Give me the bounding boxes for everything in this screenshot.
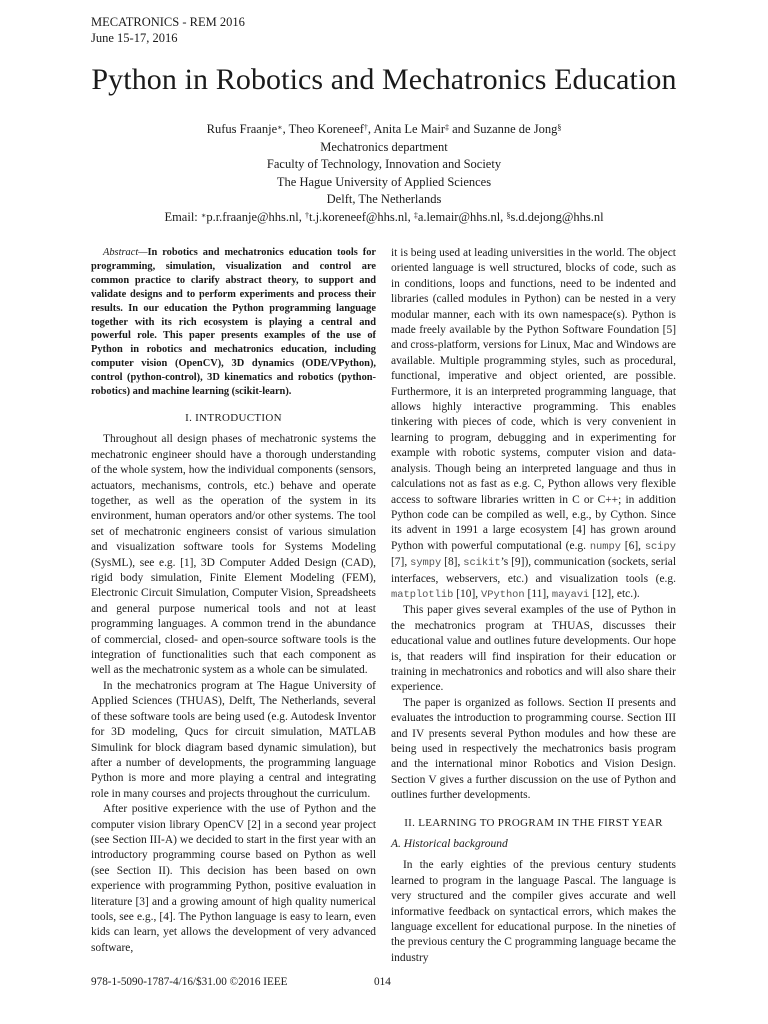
email-label: Email:	[164, 209, 201, 224]
conference-dates: June 15-17, 2016	[91, 31, 178, 45]
code-mayavi: mayavi	[551, 588, 590, 601]
text-run: [7],	[391, 556, 411, 569]
paragraph	[391, 246, 676, 603]
author-mark: §	[557, 123, 562, 132]
code-scikit: scikit	[463, 557, 501, 570]
code-matplotlib: matplotlib	[391, 588, 454, 601]
text-run: [10],	[453, 587, 481, 600]
code-vpython: VPython	[481, 588, 525, 601]
isbn-footer: 978-1-5090-1787-4/16/$31.00 ©2016 IEEE	[91, 976, 288, 988]
code-sympy: sympy	[410, 557, 442, 570]
email-address: p.r.fraanje@hhs.nl,	[206, 209, 305, 224]
text-run: [11],	[524, 587, 552, 600]
paragraph: This paper gives several examples of the use of Python in the mechatronics program at THUAS, discusses their educational value and outlines future developments. Our hope is, that readers will find inspiration for their education or training in mechatronics and robotics and will also share their experience.	[391, 604, 676, 694]
author-mark: †	[363, 123, 368, 132]
conference-name: MECATRONICS - REM 2016	[91, 15, 245, 29]
email-mark: ‡	[413, 210, 418, 220]
email-mark: ∗	[200, 210, 207, 220]
email-address: s.d.dejong@hhs.nl	[510, 209, 604, 224]
email-mark: §	[506, 210, 511, 220]
text-run: [12], etc.).	[589, 587, 640, 600]
author-name: Rufus Fraanje	[206, 122, 278, 136]
paper-title: Python in Robotics and Mechatronics Education	[91, 63, 677, 96]
text-run: it is being used at leading universities in the world. The object oriented language is well structured, blocks of code, such as in conditions, loops and functions, need to be indented and libraries (called modules in Python) can be nested in a very modular manner, each with its own namespace(s). Python is made freely available by the Python Software Foundation [5] and cross-platform, versions for Linux, Mac and Windows are available. Multiple programming styles, such as procedural, functional, imperative and object oriented, are possible. Furthermore, it is an interpreted programming language, that allows highly interactive programming. This enables tinkering with pieces of code, which is very convenient in learning to program, debugging and in experimenting for example with robotic systems, computer vision and data-analysis. Though being an interpreted language and thus in calculations not as fast as e.g. C, Python allows very flexible access to software libraries written in C or C++; in addition Python code can be compiled as well, e.g., by Cython. Since its advent in 1991 a large ecosystem [4] has grown around Python with powerful computational (e.g.	[391, 247, 676, 552]
author-sep: ,	[282, 122, 289, 136]
author-name: Suzanne de Jong	[473, 122, 558, 136]
subsection-heading: A. Historical background	[391, 838, 508, 851]
right-column	[391, 246, 676, 966]
paragraph: In the mechatronics program at The Hague University of Applied Sciences (THUAS), Delft, The Netherlands, several of these software tools are being used (e.g. Autodesk Inventor for 3D modeling, Qucs for circuit simulation, MATLAB Simulink for block diagram based dynamic simulation), but after a number of developments, the programming language Python is more and more playing a central and integrating role in many courses and projects throughout the curriculum.	[91, 679, 376, 800]
code-scipy: scipy	[644, 540, 676, 553]
abstract-lead: Abstract—	[103, 247, 148, 258]
section-heading: II. LEARNING TO PROGRAM IN THE FIRST YEAR	[404, 816, 663, 829]
abstract-text: In robotics and mechatronics education tools for programming, simulation, visualization and control are common practice to clarify abstract theory, to support and validate designs and to perform experiments and process their results. In our education the Python programming language together with its rich ecosystem is playing a central and powerful role. This paper presents examples of the use of Python in robotics and mechatronics education, including computer vision (OpenCV), 3D dynamics (ODE/VPython), control (python-control), 3D kinematics and robotics (python-robotics) and machine learning (scikit-learn).	[91, 247, 376, 398]
affiliation-line: The Hague University of Applied Sciences	[276, 174, 492, 189]
author-sep: and	[449, 122, 474, 136]
author-list	[0, 121, 768, 139]
author-name: Anita Le Mair	[373, 122, 445, 136]
email-address: a.lemair@hhs.nl,	[417, 209, 507, 224]
text-run: [6],	[621, 539, 645, 552]
author-block	[0, 121, 768, 226]
abstract	[91, 246, 376, 399]
paragraph: After positive experience with the use of Python and the computer vision library OpenCV [2] in a second year project (see Section III-A) we decided to start in the first year with an introductory programming course based on Python as well (see Section II). This decision has been based on own experience with programming Python, positive evaluation in literature [3] and a growing amount of high quality numerical tools, see e.g., [4]. The Python language is easy to learn, even kids can learn, yet allows the development of very advanced software,	[91, 803, 376, 954]
section-heading: I. INTRODUCTION	[185, 411, 282, 424]
author-name: Theo Koreneef	[288, 122, 364, 136]
conference-header	[91, 14, 245, 46]
code-numpy: numpy	[589, 540, 621, 553]
text-run: ’s [9]), communication (sockets, serial interfaces, webservers, etc.) and visualization tools (e.g.	[391, 556, 676, 585]
affiliation-line: Mechatronics department	[320, 139, 448, 154]
affiliation-line: Delft, The Netherlands	[326, 192, 442, 206]
left-column	[91, 246, 376, 956]
page-number: 014	[374, 976, 391, 988]
text-run: [8],	[441, 556, 464, 569]
paragraph: In the early eighties of the previous century students learned to program in the language Pascal. The language is very structured and the compiler gives accurate and well informative feedback on syntactical errors, which makes the language excellent for educational purpose. In the nineties of the previous century the C programming language became the industry	[391, 859, 676, 964]
author-mark: ∗	[277, 123, 283, 132]
affiliation-line: Faculty of Technology, Innovation and Society	[266, 157, 502, 171]
email-mark: †	[304, 210, 309, 220]
paragraph: Throughout all design phases of mechatronic systems the mechatronic engineer should have a thorough understanding of the whole system, how the individual components (sensors, actuators, mechanisms, controls, etc.) behave and operate together, as well as the operation of the system in its environment, human operators and/or other systems. The tool set of mechatronic engineers consist of various simulation and visualization software tools for Systems Modeling (SysML), see e.g. [1], 3D Computer Added Design (CAD), rigid body simulation, Finite Element Modeling (FEM), Electronic Circuit Simulation, Computer Vision, Spreadsheets and general purpose numerical tools and not at least programming languages. A common trend in the abundance of commercial, closed- and open-source software tools is the integration of functionalities such that each component as well as the mechatronic system as a whole can be simulated.	[91, 433, 376, 677]
author-sep: ,	[367, 122, 374, 136]
email-line	[0, 209, 768, 227]
email-address: t.j.koreneef@hhs.nl,	[308, 209, 414, 224]
paragraph: The paper is organized as follows. Section II presents and evaluates the introduction to programming course. Section III and IV presents several Python modules and how these are being used in respectively the mechatronics basis program and the international minor Robotics and Vision Design. Section V gives a further discussion on the use of Python and outlines further developments.	[391, 696, 676, 802]
author-mark: ‡	[445, 123, 449, 132]
